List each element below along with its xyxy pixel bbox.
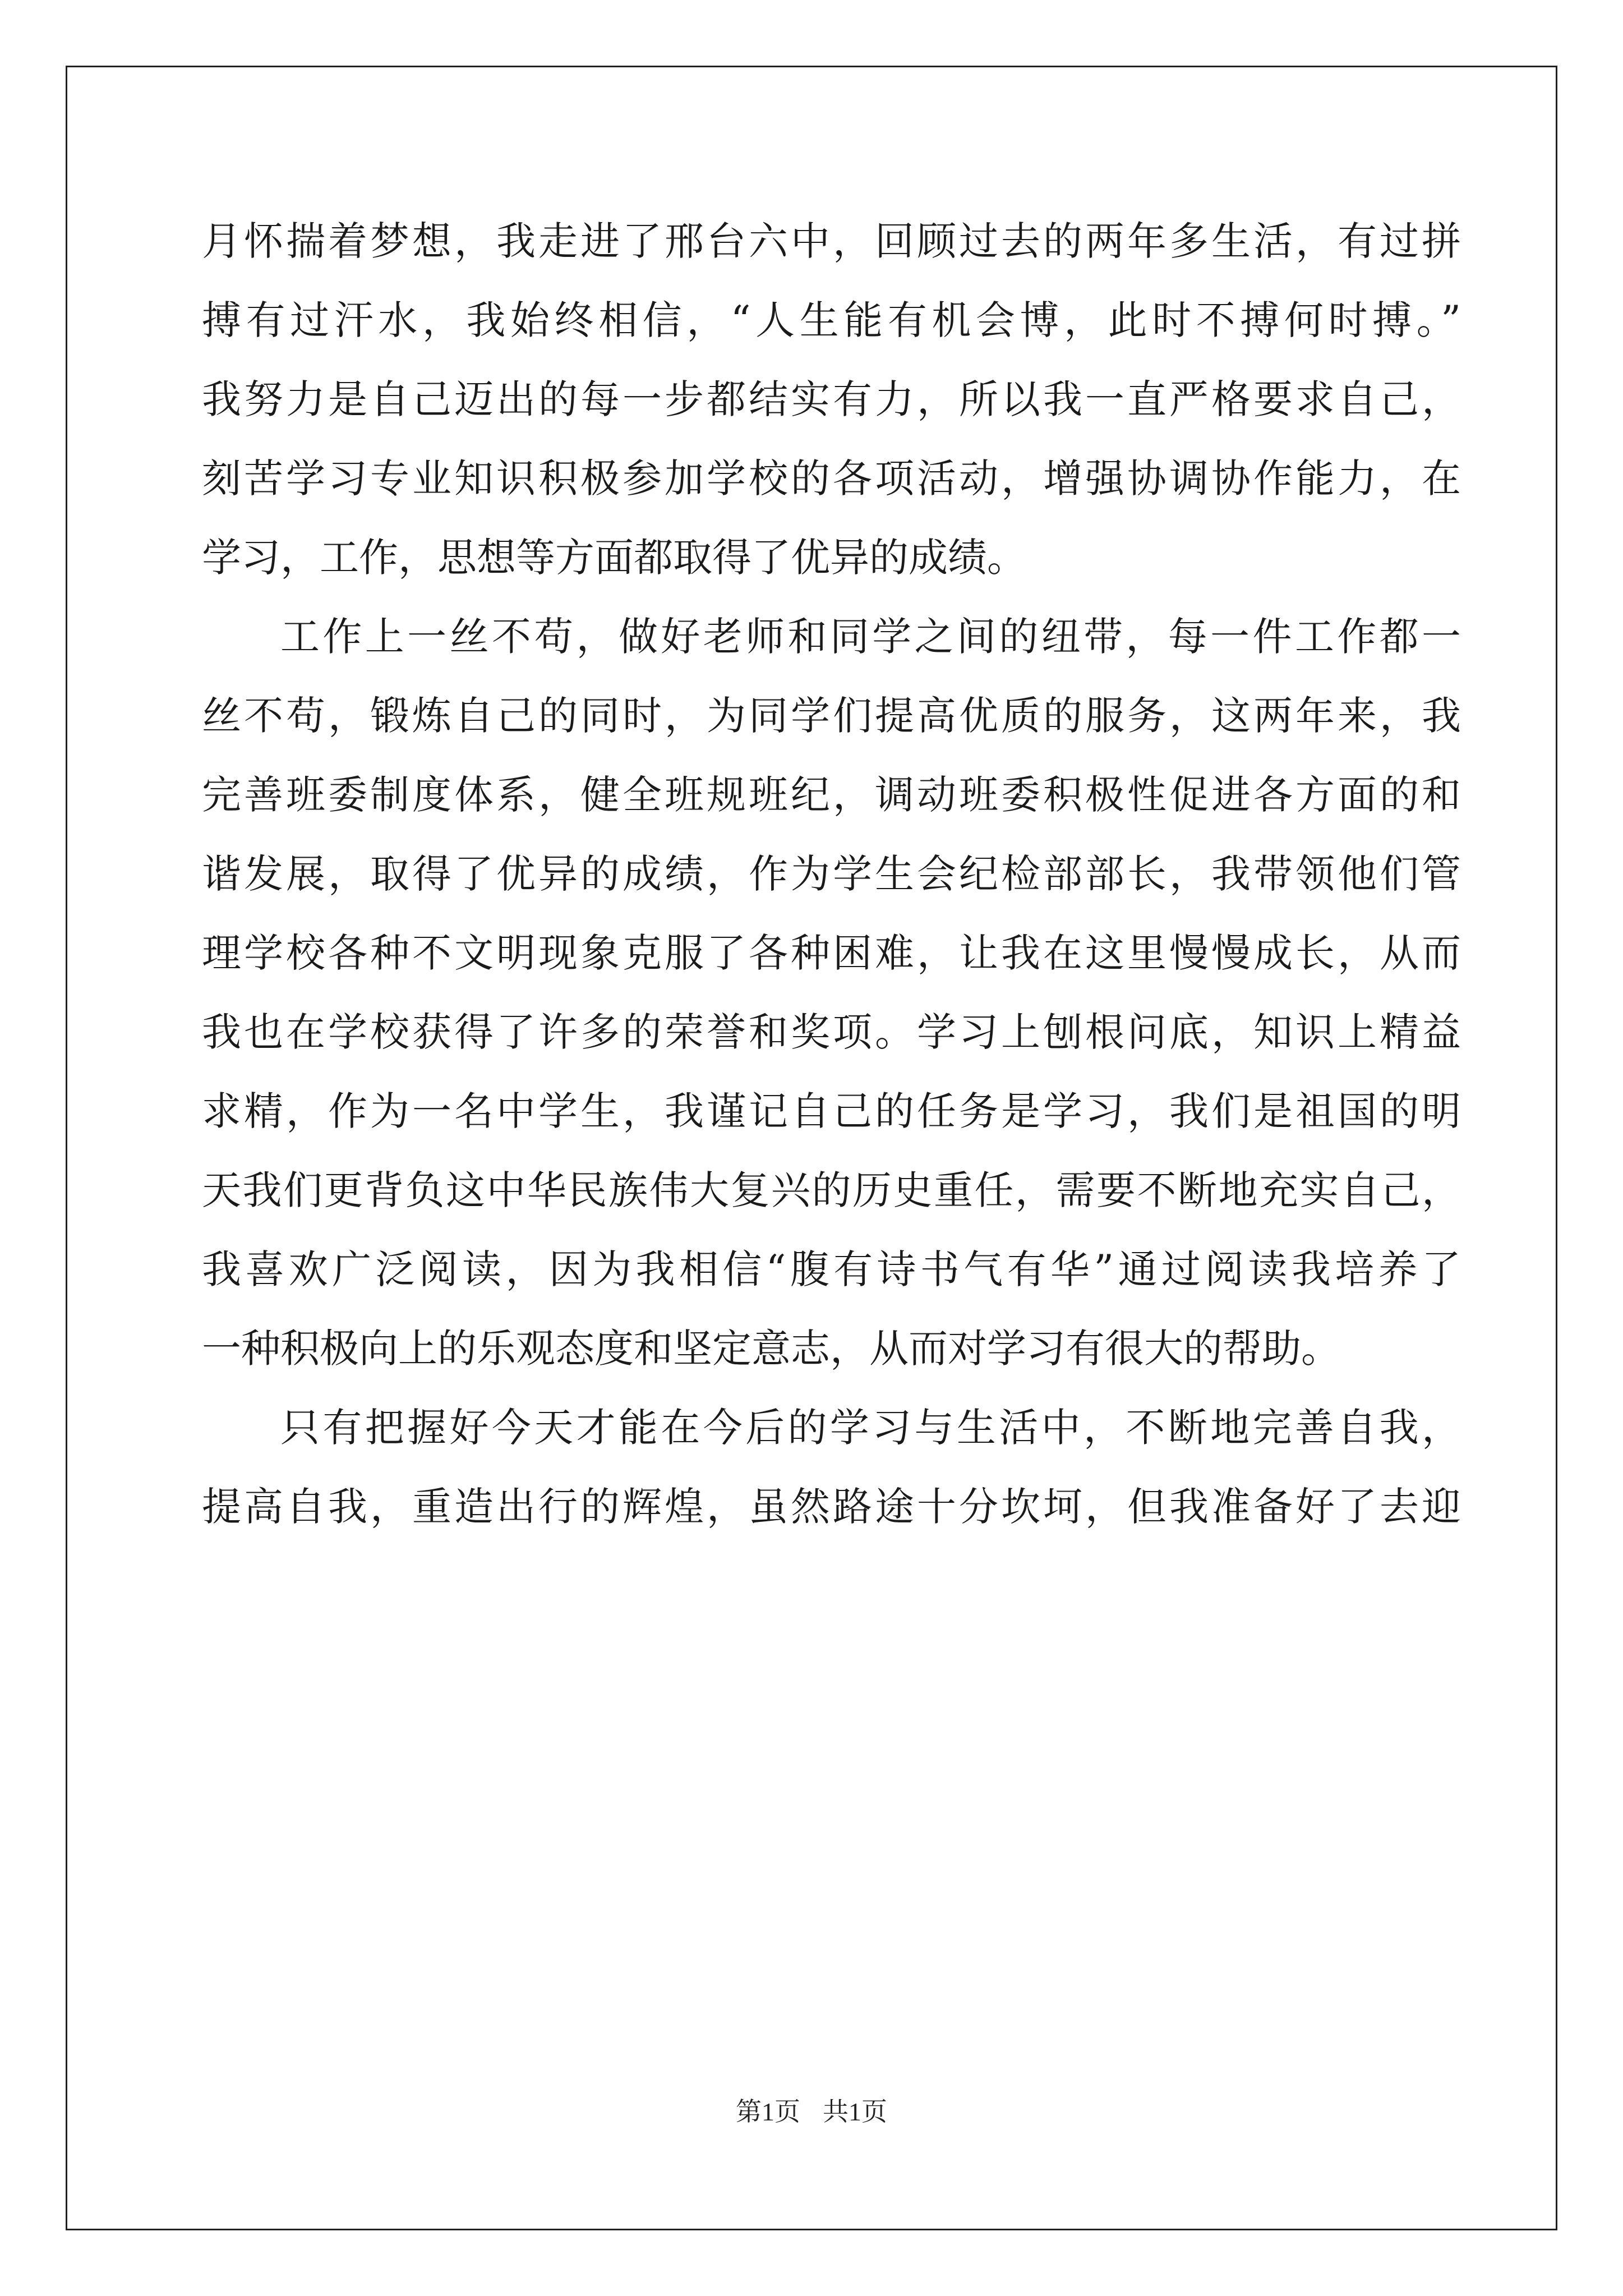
text-line: 完善班委制度体系，健全班规班纪，调动班委积极性促进各方面的和 — [202, 772, 1461, 818]
text-line: 我努力是自己迈出的每一步都结实有力，所以我一直严格要求自己， — [202, 376, 1461, 422]
text-line: 搏有过汗水，我始终相信，“人生能有机会博，此时不搏何时搏。” — [202, 297, 1461, 343]
page-number: 第1页 — [736, 2097, 800, 2126]
text-line: 我也在学校获得了许多的荣誉和奖项。学习上刨根问底，知识上精益 — [202, 1009, 1461, 1055]
text-line: 月怀揣着梦想，我走进了邢台六中，回顾过去的两年多生活，有过拼 — [202, 218, 1461, 264]
paragraph-first-line: 工作上一丝不苟，做好老师和同学之间的纽带，每一件工作都一 — [280, 614, 1461, 660]
text-line: 提高自我，重造出行的辉煌，虽然路途十分坎坷，但我准备好了去迎 — [202, 1484, 1461, 1530]
text-line: 一种积极向上的乐观态度和坚定意志，从而对学习有很大的帮助。 — [202, 1326, 1340, 1372]
paragraph-first-line: 只有把握好今天才能在今后的学习与生活中，不断地完善自我， — [280, 1405, 1461, 1451]
text-line: 理学校各种不文明现象克服了各种困难，让我在这里慢慢成长，从而 — [202, 930, 1461, 976]
text-line: 丝不苟，锻炼自己的同时，为同学们提高优质的服务，这两年来，我 — [202, 693, 1461, 739]
text-line: 求精，作为一名中学生，我谨记自己的任务是学习，我们是祖国的明 — [202, 1088, 1461, 1134]
text-line: 刻苦学习专业知识积极参加学校的各项活动，增强协调协作能力，在 — [202, 455, 1461, 501]
page-count: 共1页 — [823, 2097, 887, 2126]
text-line: 谐发展，取得了优异的成绩，作为学生会纪检部部长，我带领他们管 — [202, 851, 1461, 897]
page-footer — [0, 2095, 1623, 2129]
text-line: 天我们更背负这中华民族伟大复兴的历史重任，需要不断地充实自己， — [202, 1167, 1461, 1213]
text-line: 我喜欢广泛阅读，因为我相信“腹有诗书气有华”通过阅读我培养了 — [202, 1246, 1461, 1292]
text-line: 学习，工作，思想等方面都取得了优异的成绩。 — [202, 535, 1026, 581]
